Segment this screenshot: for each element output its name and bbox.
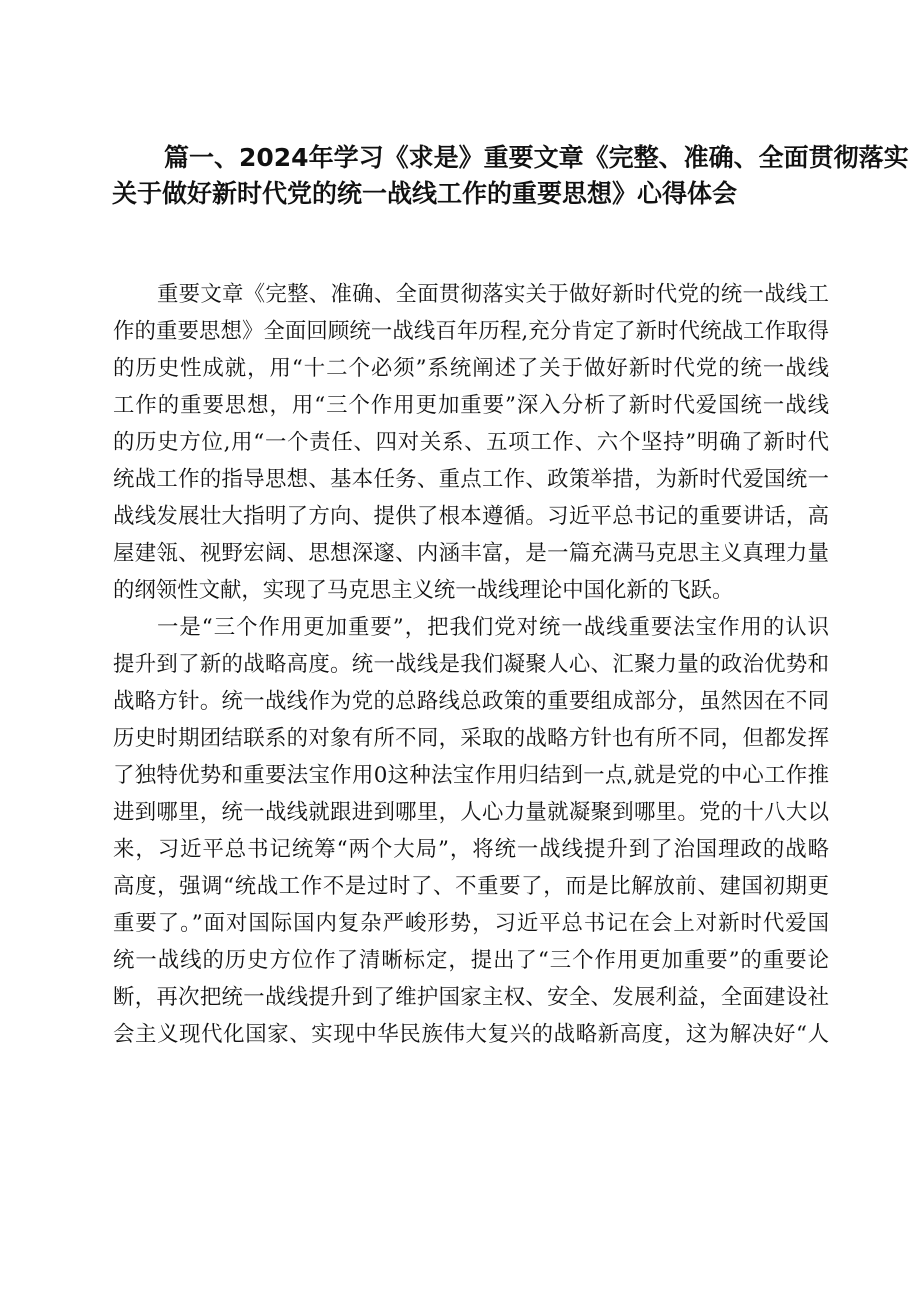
text-line: 历史时期团结联系的对象有所不同，采取的战略方针也有所不同，但都发挥 — [113, 726, 829, 751]
text-line: 统战工作的指导思想、基本任务、重点工作、政策举措，为新时代爱国统一 — [113, 467, 829, 492]
text-line: 作的重要思想》全面回顾统一战线百年历程,充分肯定了新时代统战工作取得 — [113, 319, 829, 344]
document-title — [112, 140, 909, 212]
text-line: 屋建瓴、视野宏阔、思想深邃、内涵丰富，是一篇充满马克思主义真理力量 — [113, 541, 829, 566]
text-line: 重要文章《完整、准确、全面贯彻落实关于做好新时代党的统一战线工 — [157, 282, 829, 307]
document-body — [113, 276, 829, 1053]
text-line: 来，习近平总书记统筹“两个大局”，将统一战线提升到了治国理政的战略 — [113, 837, 829, 862]
text-line: 的历史性成就，用“十二个必须”系统阐述了关于做好新时代党的统一战线 — [113, 356, 829, 381]
text-line: 统一战线的历史方位作了清晰标定，提出了“三个作用更加重要”的重要论 — [113, 948, 829, 973]
text-line: 重要了。”面对国际国内复杂严峻形势，习近平总书记在会上对新时代爱国 — [113, 911, 829, 936]
text-line: 的历史方位,用“一个责任、四对关系、五项工作、六个坚持”明确了新时代 — [113, 430, 829, 455]
title-line-2: 关于做好新时代党的统一战线工作的重要思想》心得体会 — [112, 179, 738, 208]
paragraph-1 — [113, 276, 829, 609]
text-line: 工作的重要思想，用“三个作用更加重要”深入分析了新时代爱国统一战线 — [113, 393, 829, 418]
text-line: 战线发展壮大指明了方向、提供了根本遵循。习近平总书记的重要讲话，高 — [113, 504, 829, 529]
text-line: 进到哪里，统一战线就跟进到哪里，人心力量就凝聚到哪里。党的十八大以 — [113, 800, 829, 825]
text-line: 的纲领性文献，实现了马克思主义统一战线理论中国化新的飞跃。 — [113, 578, 734, 603]
text-line: 了独特优势和重要法宝作用0这种法宝作用归结到一点,就是党的中心工作推 — [113, 763, 829, 788]
title-line-1: 篇一、2024年学习《求是》重要文章《完整、准确、全面贯彻落实 — [164, 143, 909, 172]
text-line: 会主义现代化国家、实现中华民族伟大复兴的战略新高度，这为解决好“人 — [113, 1022, 829, 1047]
text-line: 提升到了新的战略高度。统一战线是我们凝聚人心、汇聚力量的政治优势和 — [113, 652, 829, 677]
text-line: 战略方针。统一战线作为党的总路线总政策的重要组成部分，虽然因在不同 — [113, 689, 829, 714]
text-line: 断，再次把统一战线提升到了维护国家主权、安全、发展利益，全面建设社 — [113, 985, 829, 1010]
text-line: 一是“三个作用更加重要”，把我们党对统一战线重要法宝作用的认识 — [157, 615, 829, 640]
paragraph-2 — [113, 609, 829, 1053]
text-line: 高度，强调“统战工作不是过时了、不重要了，而是比解放前、建国初期更 — [113, 874, 829, 899]
